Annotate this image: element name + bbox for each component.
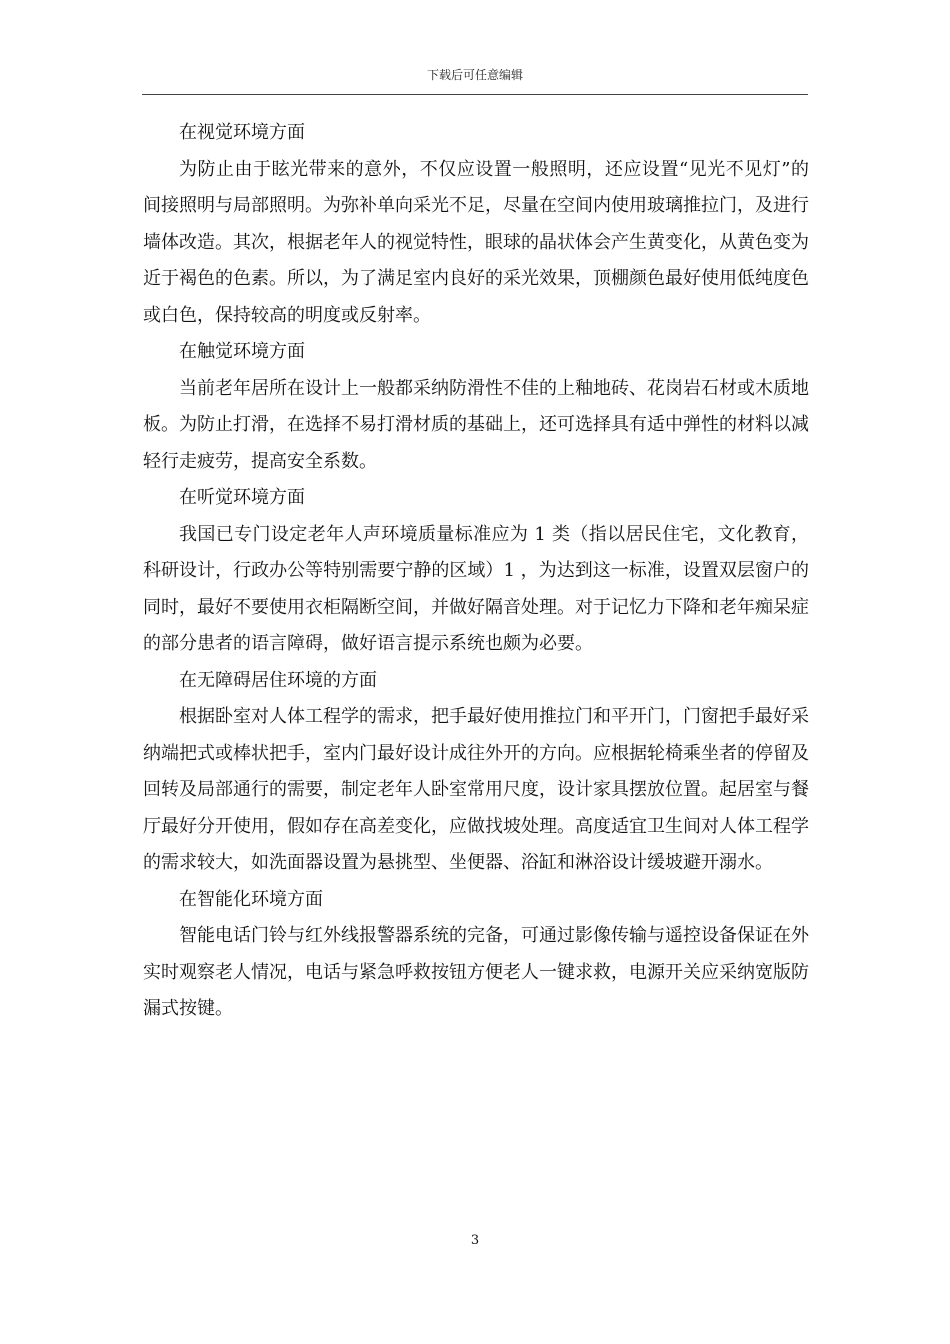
page-header: 下载后可任意编辑 — [426, 68, 523, 82]
section-heading-smart: 在智能化环境方面 — [179, 888, 323, 910]
section-heading-tactile: 在触觉环境方面 — [179, 341, 305, 362]
section-heading-accessibility: 在无障碍居住环境的方面 — [179, 669, 377, 691]
document-body — [143, 115, 809, 1028]
section-heading-auditory: 在听觉环境方面 — [179, 487, 305, 508]
paragraph-tactile: 当前老年居所在设计上一般都采纳防滑性不佳的上釉地砖、花岗岩石材或木质地板。为防止打滑，在选择不易打滑材质的基础上，还可选择具有适中弹性的材料以减轻行走疲劳，提高安全系数。 — [143, 377, 809, 472]
section-heading-visual: 在视觉环境方面 — [179, 122, 305, 143]
paragraph-visual: 为防止由于眩光带来的意外，不仅应设置一般照明，还应设置“见光不见灯”的间接照明与局部照明。为弥补单向采光不足，尽量在空间内使用玻璃推拉门，及进行墙体改造。其次，根据老年人的视觉特性，眼球的晶状体会产生黄变化，从黄色变为近于褐色的色素。所以，为了满足室内良好的采光效果，顶棚颜色最好使用低纯度色或白色，保持较高的明度或反射率。 — [143, 158, 809, 326]
header-rule — [142, 94, 808, 95]
paragraph-auditory: 我国已专门设定老年人声环境质量标准应为 1 类（指以居民住宅，文化教育，科研设计，行政办公等特别需要宁静的区域）1 ，为达到这一标准，设置双层窗户的同时，最好不要使用衣柜隔断空间，并做好隔音处理。对于记忆力下降和老年痴呆症的部分患者的语言障碍，做好语言提示系统也颇为必要。 — [143, 523, 809, 654]
paragraph-smart: 智能电话门铃与红外线报警器系统的完备，可通过影像传输与遥控设备保证在外实时观察老人情况，电话与紧急呼救按钮方便老人一键求救，电源开关应采纳宽版防漏式按键。 — [143, 925, 809, 1019]
paragraph-accessibility: 根据卧室对人体工程学的需求，把手最好使用推拉门和平开门，门窗把手最好采纳端把式或棒状把手，室内门最好设计成往外开的方向。应根据轮椅乘坐者的停留及回转及局部通行的需要，制定老年人卧室常用尺度，设计家具摆放位置。起居室与餐厅最好分开使用，假如存在高差变化，应做找坡处理。高度适宜卫生间对人体工程学的需求较大，如洗面器设置为悬挑型、坐便器、浴缸和淋浴设计缓坡避开溺水。 — [143, 706, 809, 873]
page-number: 3 — [470, 1233, 480, 1248]
